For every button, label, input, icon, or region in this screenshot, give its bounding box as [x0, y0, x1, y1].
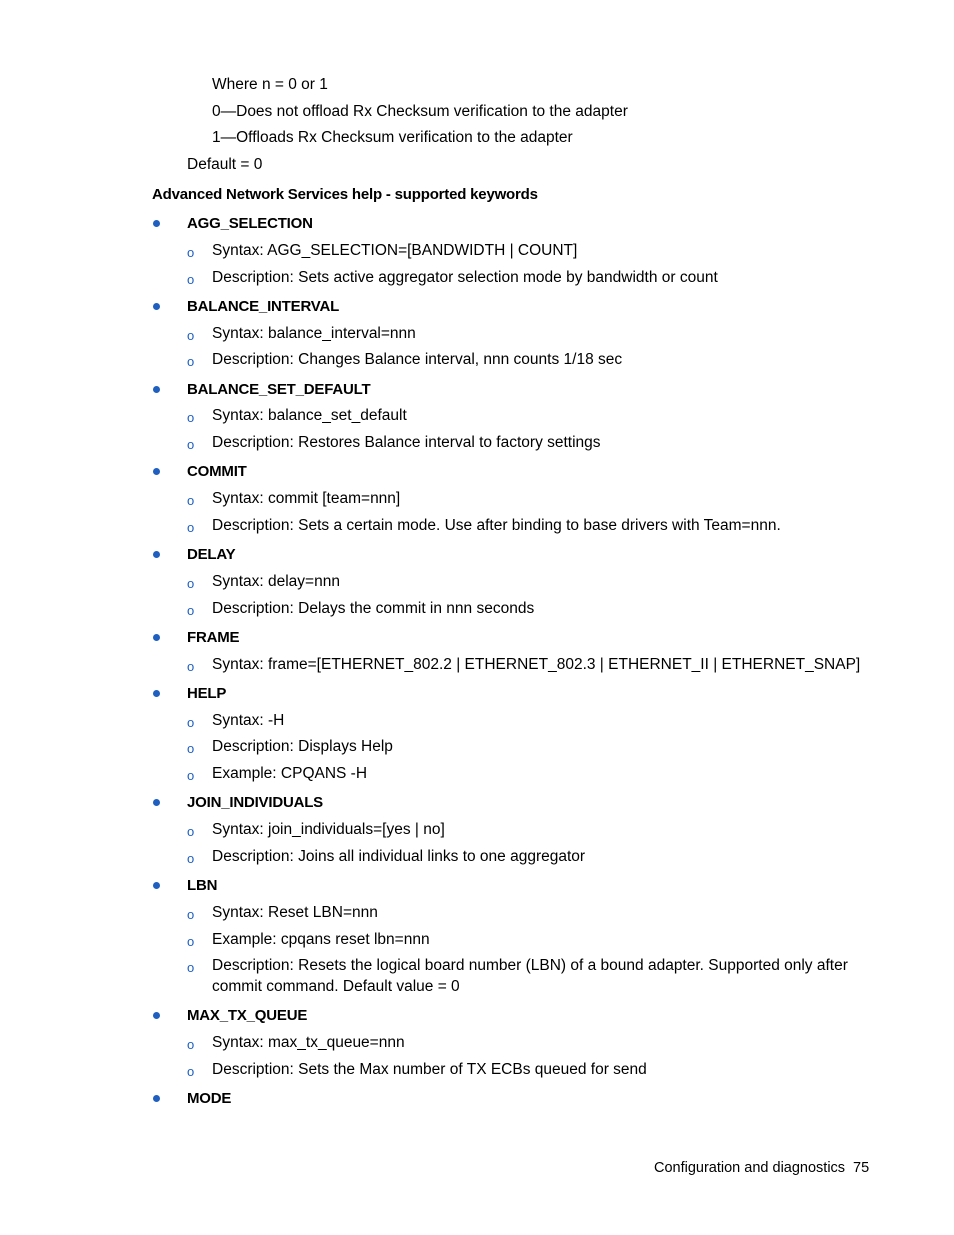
bullet-icon: [153, 799, 160, 806]
page-number: 75: [853, 1160, 870, 1176]
sub-bullet-icon: o: [187, 603, 195, 618]
footer-section-title: Configuration and diagnostics: [654, 1160, 846, 1176]
list-item: Example: cpqans reset lbn=nnn: [212, 931, 430, 948]
bullet-icon: [153, 1012, 160, 1019]
bullet-icon: [153, 220, 160, 227]
keyword-frame: FRAME: [187, 629, 240, 646]
bullet-icon: [153, 303, 160, 310]
sub-bullet-icon: o: [187, 272, 195, 287]
bullet-icon: [153, 690, 160, 697]
list-item: Description: Displays Help: [212, 738, 393, 755]
bullet-icon: [153, 386, 160, 393]
list-item: Syntax: commit [team=nnn]: [212, 490, 401, 507]
keyword-commit: COMMIT: [187, 463, 247, 480]
keyword-lbn: LBN: [187, 877, 218, 894]
list-item: Description: Sets a certain mode. Use after binding to base drivers with Team=nnn.: [212, 517, 781, 534]
keyword-max-tx-queue: MAX_TX_QUEUE: [187, 1007, 308, 1024]
list-item: Description: Joins all individual links to one aggregator: [212, 848, 586, 865]
sub-bullet-icon: o: [187, 245, 195, 260]
sub-bullet-icon: o: [187, 576, 195, 591]
default-value: Default = 0: [187, 156, 263, 173]
keyword-delay: DELAY: [187, 546, 236, 563]
keyword-join-individuals: JOIN_INDIVIDUALS: [187, 794, 323, 811]
list-item: Syntax: delay=nnn: [212, 573, 340, 590]
bullet-icon: [153, 1095, 160, 1102]
sub-bullet-icon: o: [187, 715, 195, 730]
list-item: Description: Changes Balance interval, nnn counts 1/18 sec: [212, 351, 623, 368]
list-item: Syntax: frame=[ETHERNET_802.2 | ETHERNET_802.3 | ETHERNET_II | ETHERNET_SNAP]: [212, 656, 861, 673]
bullet-icon: [153, 551, 160, 558]
list-item: Example: CPQANS -H: [212, 765, 368, 782]
list-item: Syntax: balance_interval=nnn: [212, 325, 416, 342]
sub-bullet-icon: o: [187, 520, 195, 535]
list-item: Description: Restores Balance interval to factory settings: [212, 434, 601, 451]
keyword-balance-interval: BALANCE_INTERVAL: [187, 298, 340, 315]
sub-bullet-icon: o: [187, 354, 195, 369]
sub-bullet-icon: o: [187, 493, 195, 508]
bullet-icon: [153, 468, 160, 475]
section-heading: Advanced Network Services help - supported keywords: [152, 186, 538, 203]
list-item: Syntax: -H: [212, 712, 285, 729]
sub-bullet-icon: o: [187, 741, 195, 756]
list-item: Syntax: Reset LBN=nnn: [212, 904, 378, 921]
sub-bullet-icon: o: [187, 437, 195, 452]
list-item: Description: Sets active aggregator selection mode by bandwidth or count: [212, 269, 718, 286]
list-item: Description: Resets the logical board number (LBN) of a bound adapter. Supported only after: [212, 957, 848, 974]
sub-bullet-icon: o: [187, 659, 195, 674]
sub-bullet-icon: o: [187, 934, 195, 949]
option-zero: 0—Does not offload Rx Checksum verification to the adapter: [212, 103, 628, 120]
sub-bullet-icon: o: [187, 824, 195, 839]
keyword-agg-selection: AGG_SELECTION: [187, 215, 313, 232]
list-item: Syntax: AGG_SELECTION=[BANDWIDTH | COUNT]: [212, 242, 578, 259]
list-item: Syntax: join_individuals=[yes | no]: [212, 821, 445, 838]
list-item-continuation: commit command. Default value = 0: [212, 978, 460, 995]
sub-bullet-icon: o: [187, 1064, 195, 1079]
sub-bullet-icon: o: [187, 410, 195, 425]
where-clause: Where n = 0 or 1: [212, 76, 328, 93]
bullet-icon: [153, 882, 160, 889]
sub-bullet-icon: o: [187, 768, 195, 783]
sub-bullet-icon: o: [187, 328, 195, 343]
sub-bullet-icon: o: [187, 851, 195, 866]
list-item: Description: Delays the commit in nnn seconds: [212, 600, 535, 617]
sub-bullet-icon: o: [187, 1037, 195, 1052]
sub-bullet-icon: o: [187, 960, 195, 975]
list-item: Description: Sets the Max number of TX ECBs queued for send: [212, 1061, 647, 1078]
keyword-balance-set-default: BALANCE_SET_DEFAULT: [187, 381, 371, 398]
sub-bullet-icon: o: [187, 907, 195, 922]
list-item: Syntax: max_tx_queue=nnn: [212, 1034, 405, 1051]
keyword-mode: MODE: [187, 1090, 232, 1107]
bullet-icon: [153, 634, 160, 641]
keyword-help: HELP: [187, 685, 227, 702]
list-item: Syntax: balance_set_default: [212, 407, 407, 424]
option-one: 1—Offloads Rx Checksum verification to the adapter: [212, 129, 573, 146]
